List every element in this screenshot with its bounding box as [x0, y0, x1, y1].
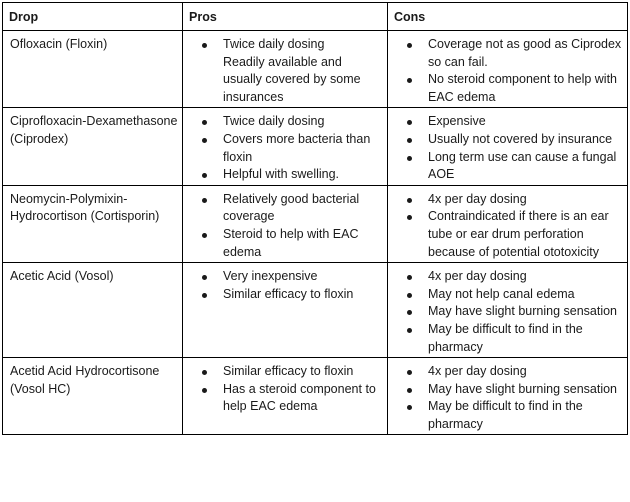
- list-item: Helpful with swelling.: [211, 166, 383, 184]
- list-item: May be difficult to find in the pharmacy: [416, 321, 623, 356]
- list-item: Very inexpensive: [211, 268, 383, 286]
- table-row: [3, 108, 628, 185]
- pros-cell: [183, 185, 388, 262]
- list-item: Similar efficacy to floxin: [211, 286, 383, 304]
- cons-list: [394, 363, 623, 433]
- list-item: 4x per day dosing: [416, 363, 623, 381]
- list-item: Relatively good bacterial coverage: [211, 191, 383, 226]
- list-item: Coverage not as good as Ciprodex so can fail.: [416, 36, 623, 71]
- list-item: Readily available and usually covered by some insurances: [223, 54, 361, 104]
- drop-name: Acetid Acid Hydrocortisone (Vosol HC): [3, 358, 183, 435]
- pros-list: [189, 363, 383, 416]
- list-item: May have slight burning sensation: [416, 303, 623, 321]
- cons-list: [394, 36, 623, 106]
- drop-name: Acetic Acid (Vosol): [3, 263, 183, 358]
- list-item: Long term use can cause a fungal AOE: [416, 149, 623, 184]
- header-drop: Drop: [3, 3, 183, 31]
- table-row: [3, 263, 628, 358]
- list-item: 4x per day dosing: [416, 191, 623, 209]
- cons-cell: [388, 185, 628, 262]
- pros-list: [189, 268, 383, 303]
- drop-name: Ofloxacin (Floxin): [3, 31, 183, 108]
- list-item: Twice daily dosing: [211, 36, 383, 54]
- header-cons: Cons: [388, 3, 628, 31]
- list-item: May not help canal edema: [416, 286, 623, 304]
- table-row: [3, 358, 628, 435]
- drop-name: Neomycin-Polymixin-Hydrocortison (Cortisporin): [3, 185, 183, 262]
- list-item: Usually not covered by insurance: [416, 131, 623, 149]
- table-row: [3, 185, 628, 262]
- list-item: May be difficult to find in the pharmacy: [416, 398, 623, 433]
- list-item: May have slight burning sensation: [416, 381, 623, 399]
- cons-list: [394, 191, 623, 261]
- cons-cell: [388, 108, 628, 185]
- header-row: [3, 3, 628, 31]
- header-pros: Pros: [183, 3, 388, 31]
- list-item: Similar efficacy to floxin: [211, 363, 383, 381]
- list-item: Covers more bacteria than floxin: [211, 131, 383, 166]
- list-item: Has a steroid component to help EAC edema: [211, 381, 383, 416]
- pros-cell: [183, 263, 388, 358]
- pros-cell: [183, 358, 388, 435]
- cons-cell: [388, 263, 628, 358]
- list-item: Expensive: [416, 113, 623, 131]
- list-item: Steroid to help with EAC edema: [211, 226, 383, 261]
- pros-list: [189, 36, 383, 106]
- cons-list: [394, 113, 623, 183]
- list-item: 4x per day dosing: [416, 268, 623, 286]
- pros-cell: [183, 108, 388, 185]
- ear-drops-comparison-table: [2, 2, 628, 435]
- table-row: [3, 31, 628, 108]
- list-item: Contraindicated if there is an ear tube or ear drum perforation because of potential ototoxicity: [416, 208, 623, 261]
- list-item: Twice daily dosing: [211, 113, 383, 131]
- cons-cell: [388, 31, 628, 108]
- pros-list: [189, 113, 383, 183]
- pros-list: [189, 191, 383, 261]
- cons-list: [394, 268, 623, 356]
- drop-name: Ciprofloxacin-Dexamethasone (Ciprodex): [3, 108, 183, 185]
- list-item: No steroid component to help with EAC edema: [416, 71, 623, 106]
- pros-cell: [183, 31, 388, 108]
- cons-cell: [388, 358, 628, 435]
